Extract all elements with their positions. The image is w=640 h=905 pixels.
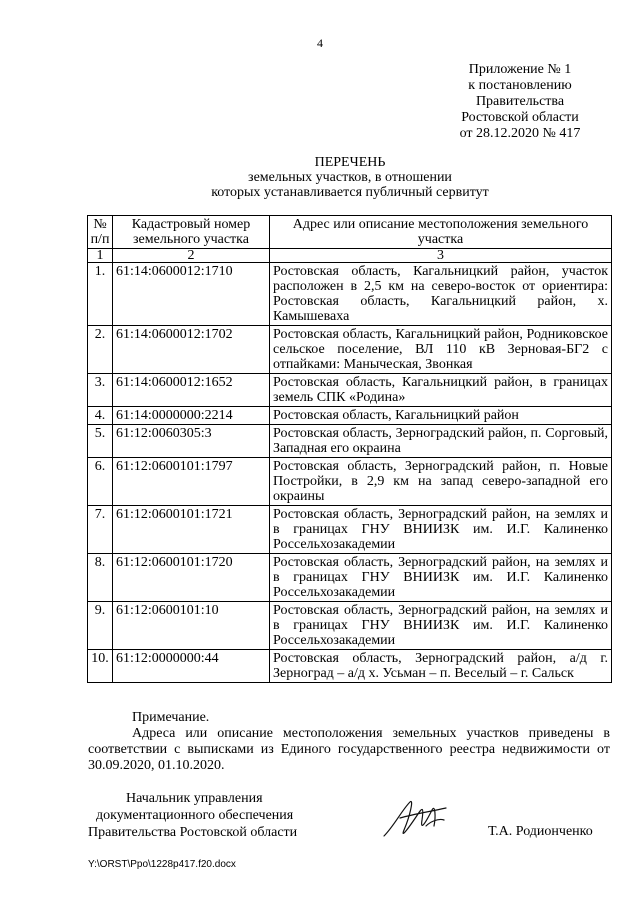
header-cadastral: Кадастровый номер земельного участка [113,216,270,249]
row-num-cell: 7. [88,506,113,554]
header-num: № п/п [88,216,113,249]
row-num-cell: 6. [88,458,113,506]
index-cell: 1 [88,249,113,263]
signer-block [88,790,297,841]
cadastral-number-cell: 61:12:0600101:10 [113,602,270,650]
note-text: Адреса или описание местоположения земельных участков приведены в соответствии с выписками из Единого государственного реестра недвижимости от 30.09.2020, 01.10.2020. [88,726,610,773]
cadastral-number-cell: 61:12:0000000:44 [113,650,270,683]
row-num-cell: 10. [88,650,113,683]
cadastral-number-cell: 61:12:0060305:3 [113,425,270,458]
row-num-cell: 1. [88,263,113,326]
cadastral-number-cell: 61:12:0600101:1797 [113,458,270,506]
index-cell: 3 [270,249,612,263]
appendix-line: Ростовской области [461,110,579,125]
table-row [88,326,612,374]
row-num-cell: 8. [88,554,113,602]
address-cell: Ростовская область, Кагальницкий район, участок расположен в 2,5 км на северо-восток от ориентира: Ростовская область, Кагальницкий район, х. Камышеваха [270,263,612,326]
signer-organization: Правительства Ростовской области [88,825,298,840]
cadastral-number-cell: 61:14:0600012:1710 [113,263,270,326]
title-line: которых устанавливается публичный сервитут [211,185,489,200]
title-heading: ПЕРЕЧЕНЬ [314,155,386,170]
title-line: земельных участков, в отношении [248,170,452,185]
address-cell: Ростовская область, Зерноградский район, на землях и в границах ГНУ ВНИИЗК им. И.Г. Калиненко Россельхозакадемии [270,602,612,650]
row-num-cell: 9. [88,602,113,650]
cadastral-number-cell: 61:12:0600101:1720 [113,554,270,602]
appendix-line: от 28.12.2020 № 417 [459,126,581,141]
table-row [88,602,612,650]
signature-image [380,796,450,844]
cadastral-number-cell: 61:12:0600101:1721 [113,506,270,554]
table-row [88,458,612,506]
address-cell: Ростовская область, Зерноградский район, а/д г. Зерноград – а/д х. Усьман – п. Веселый – г. Сальск [270,650,612,683]
page-number: 4 [317,36,323,50]
table-row [88,425,612,458]
table-row [88,506,612,554]
appendix-line: Правительства [475,94,565,109]
address-cell: Ростовская область, Зерноградский район, на землях и в границах ГНУ ВНИИЗК им. И.Г. Калиненко Россельхозакадемии [270,506,612,554]
cadastral-number-cell: 61:14:0600012:1702 [113,326,270,374]
table-row [88,263,612,326]
signer-position: документационного обеспечения [96,808,294,823]
index-cell: 2 [113,249,270,263]
table-row [88,407,612,425]
row-num-cell: 3. [88,374,113,407]
appendix-line: к постановлению [468,78,572,93]
cadastral-number-cell: 61:14:0000000:2214 [113,407,270,425]
document-title [0,155,640,200]
row-num-cell: 2. [88,326,113,374]
address-cell: Ростовская область, Кагальницкий район, Родниковское сельское поселение, ВЛ 110 кВ Зерновая-БГ2 с отпайками: Маныческая, Звонкая [270,326,612,374]
address-cell: Ростовская область, Зерноградский район, п. Сорговый, Западная его окраина [270,425,612,458]
table-row [88,374,612,407]
row-num-cell: 5. [88,425,113,458]
cadastral-number-cell: 61:14:0600012:1652 [113,374,270,407]
table-index-row [88,249,612,263]
signer-position: Начальник управления [126,791,263,806]
row-num-cell: 4. [88,407,113,425]
table-row [88,650,612,683]
table-row [88,554,612,602]
parcels-table [87,215,612,683]
table-header-row [88,216,612,249]
header-address: Адрес или описание местоположения земельного участка [270,216,612,249]
file-path: Y:\ORST\Ppo\1228p417.f20.docx [88,859,236,870]
signer-name: Т.А. Родионченко [488,824,593,839]
address-cell: Ростовская область, Зерноградский район, п. Новые Постройки, в 2,9 км на запад северо-западной его окраины [270,458,612,506]
note-block [88,710,610,774]
address-cell: Ростовская область, Кагальницкий район, в границах земель СПК «Родина» [270,374,612,407]
appendix-line: Приложение № 1 [468,62,572,77]
address-cell: Ростовская область, Зерноградский район, на землях и в границах ГНУ ВНИИЗК им. И.Г. Калиненко Россельхозакадемии [270,554,612,602]
note-title: Примечание. [132,710,210,725]
address-cell: Ростовская область, Кагальницкий район [270,407,612,425]
appendix-block [420,62,620,142]
